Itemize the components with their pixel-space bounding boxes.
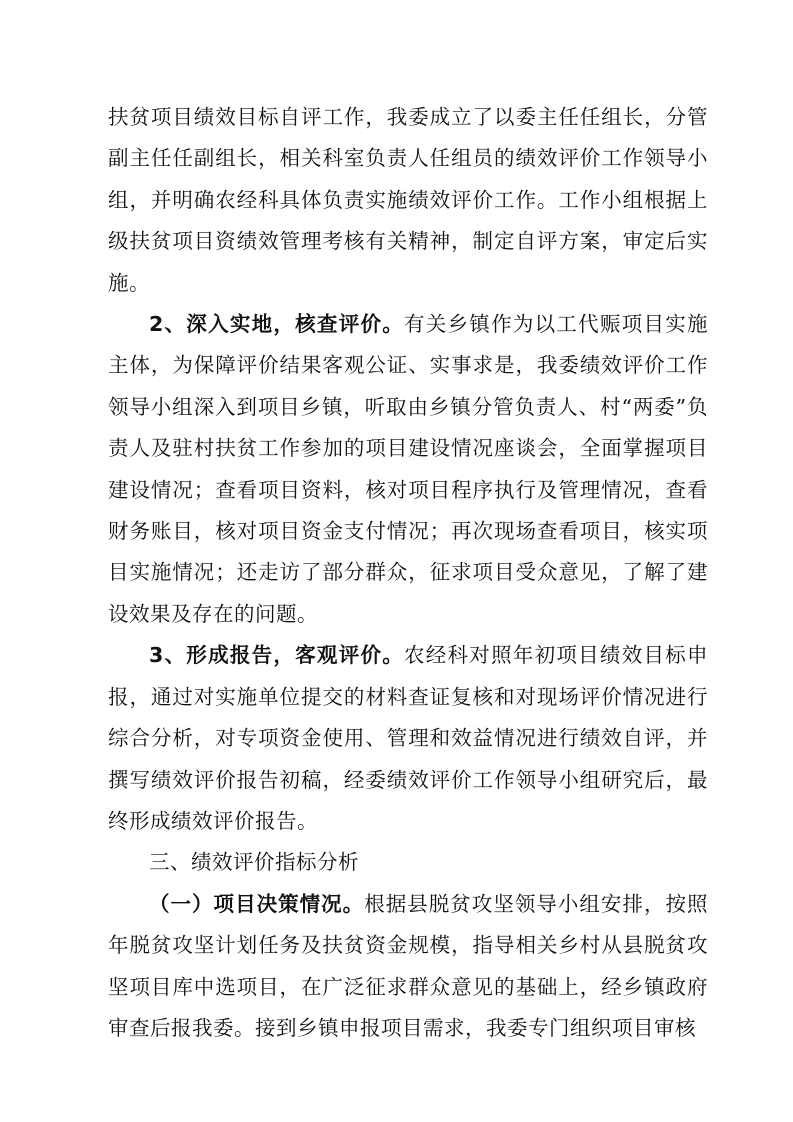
paragraph-lead: （一）项目决策情况。 bbox=[149, 891, 365, 916]
paragraph-report-forming bbox=[108, 635, 708, 842]
paragraph-text: 根据县脱贫攻坚领导小组安排，按照年脱贫攻坚计划任务及扶贫资金规模，指导相关乡村从县脱贫攻坚项目库中选项目，在广泛征求群众意见的基础上，经乡镇政府审查后报我委。接到乡镇申报项目需求，我委专门组织项目审核 bbox=[108, 891, 709, 1040]
paragraph-lead: 2、深入实地，核查评价。 bbox=[149, 312, 404, 337]
paragraph-field-verification bbox=[108, 304, 708, 635]
paragraph-lead: 3、形成报告，客观评价。 bbox=[149, 643, 404, 668]
section-heading: 三、绩效评价指标分析 bbox=[149, 850, 359, 875]
paragraph-text: 农经科对照年初项目绩效目标申报，通过对实施单位提交的材料查证复核和对现场评价情况进行综合分析，对专项资金使用、管理和效益情况进行绩效自评，并撰写绩效评价报告初稿，经委绩效评价工作领导小组研究后，最终形成绩效评价报告。 bbox=[108, 643, 709, 833]
paragraph-team-setup bbox=[108, 97, 708, 304]
document-body bbox=[108, 97, 708, 1049]
paragraph-text: 有关乡镇作为以工代赈项目实施主体，为保障评价结果客观公证、实事求是，我委绩效评价工作领导小组深入到项目乡镇，听取由乡镇分管负责人、村“两委”负责人及驻村扶贫工作参加的项目建设情况座谈会，全面掌握项目建设情况；查看项目资料，核对项目程序执行及管理情况，查看财务账目，核对项目资金支付情况；再次现场查看项目，核实项目实施情况；还走访了部分群众，征求项目受众意见，了解了建设效果及存在的问题。 bbox=[108, 312, 709, 626]
paragraph-text: 扶贫项目绩效目标自评工作，我委成立了以委主任任组长，分管副主任任副组长，相关科室负责人任组员的绩效评价工作领导小组，并明确农经科具体负责实施绩效评价工作。工作小组根据上级扶贫项目资绩效管理考核有关精神，制定自评方案，审定后实施。 bbox=[108, 105, 708, 295]
paragraph-project-decision bbox=[108, 884, 708, 1050]
